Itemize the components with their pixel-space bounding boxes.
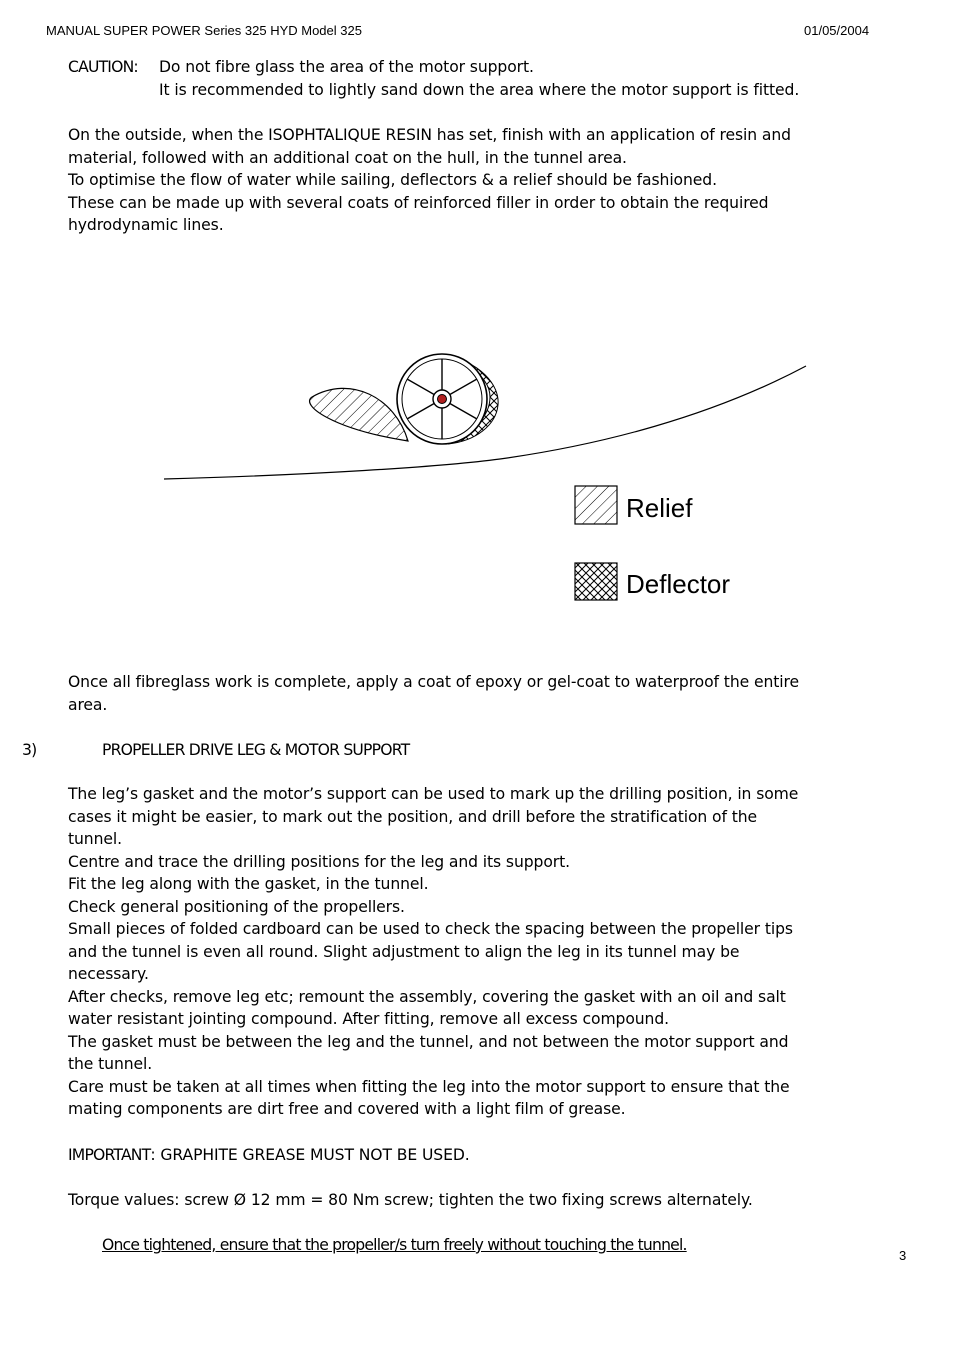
legend-relief-label: Relief bbox=[626, 493, 693, 523]
leg-paragraph-line: Centre and trace the drilling positions for the leg and its support. bbox=[68, 852, 570, 871]
fibreglass-paragraph-line: Once all fibreglass work is complete, apply a coat of epoxy or gel-coat to waterproof the entire bbox=[68, 673, 799, 691]
header-date: 01/05/2004 bbox=[804, 23, 870, 38]
caution-line-2: It is recommended to lightly sand down the area where the motor support is fitted. bbox=[159, 81, 800, 99]
important-note bbox=[68, 1144, 470, 1167]
outside-paragraph-line: On the outside, when the ISOPHTALIQUE RESIN has set, finish with an application of resin and bbox=[68, 126, 791, 144]
fibreglass-paragraph-line: area. bbox=[68, 695, 108, 714]
leg-paragraph-line: the tunnel. bbox=[68, 1055, 153, 1073]
legend-deflector-swatch bbox=[575, 563, 617, 600]
legend-relief-swatch bbox=[575, 486, 617, 524]
outside-paragraph-line: To optimise the flow of water while sailing, deflectors & a relief should be fashioned. bbox=[68, 171, 717, 189]
important-label: IMPORTANT bbox=[68, 1146, 151, 1164]
outside-paragraph-line: material, followed with an additional coat on the hull, in the tunnel area. bbox=[68, 148, 627, 167]
torque-values: Torque values: screw Ø 12 mm = 80 Nm screw; tighten the two fixing screws alternately. bbox=[68, 1191, 753, 1209]
relief-shape bbox=[310, 388, 408, 441]
leg-paragraph-line: After checks, remove leg etc; remount the assembly, covering the gasket with an oil and salt bbox=[68, 987, 786, 1006]
propeller-icon bbox=[397, 354, 487, 444]
leg-paragraph-line: Check general positioning of the propellers. bbox=[68, 897, 405, 916]
caution-label: CAUTION: bbox=[68, 58, 138, 76]
outside-paragraph-line: hydrodynamic lines. bbox=[68, 216, 224, 234]
section-number: 3) bbox=[22, 741, 37, 759]
section-title: PROPELLER DRIVE LEG & MOTOR SUPPORT bbox=[102, 741, 410, 759]
leg-paragraph-line: Fit the leg along with the gasket, in the tunnel. bbox=[68, 875, 429, 893]
tunnel-diagram bbox=[150, 345, 820, 615]
leg-paragraph-line: cases it might be easier, to mark out the position, and drill before the stratification of the bbox=[68, 807, 758, 826]
caution-line-1: Do not fibre glass the area of the motor support. bbox=[159, 58, 534, 76]
leg-paragraph-line: The gasket must be between the leg and the tunnel, and not between the motor support and bbox=[68, 1032, 789, 1051]
leg-paragraph-line: tunnel. bbox=[68, 830, 122, 848]
outside-paragraph-line: These can be made up with several coats of reinforced filler in order to obtain the required bbox=[68, 193, 769, 212]
legend-deflector-label: Deflector bbox=[626, 569, 731, 599]
leg-paragraph-line: and the tunnel is even all round. Slight adjustment to align the leg in its tunnel may be bbox=[68, 942, 740, 961]
important-text: : GRAPHITE GREASE MUST NOT BE USED. bbox=[150, 1146, 470, 1164]
leg-paragraph-line: The leg’s gasket and the motor’s support can be used to mark up the drilling position, in some bbox=[68, 785, 799, 803]
leg-paragraph-line: necessary. bbox=[68, 965, 149, 983]
leg-paragraph-line: Care must be taken at all times when fitting the leg into the motor support to ensure that the bbox=[68, 1077, 790, 1096]
leg-paragraph-line: mating components are dirt free and covered with a light film of grease. bbox=[68, 1100, 626, 1118]
leg-paragraph-line: water resistant jointing compound. After fitting, remove all excess compound. bbox=[68, 1010, 669, 1028]
final-note: Once tightened, ensure that the propeller/s turn freely without touching the tunnel. bbox=[102, 1236, 687, 1254]
header-title: MANUAL SUPER POWER Series 325 HYD Model 325 bbox=[46, 23, 362, 38]
page-number: 3 bbox=[899, 1248, 907, 1263]
leg-paragraph-line: Small pieces of folded cardboard can be used to check the spacing between the propeller tips bbox=[68, 920, 793, 938]
